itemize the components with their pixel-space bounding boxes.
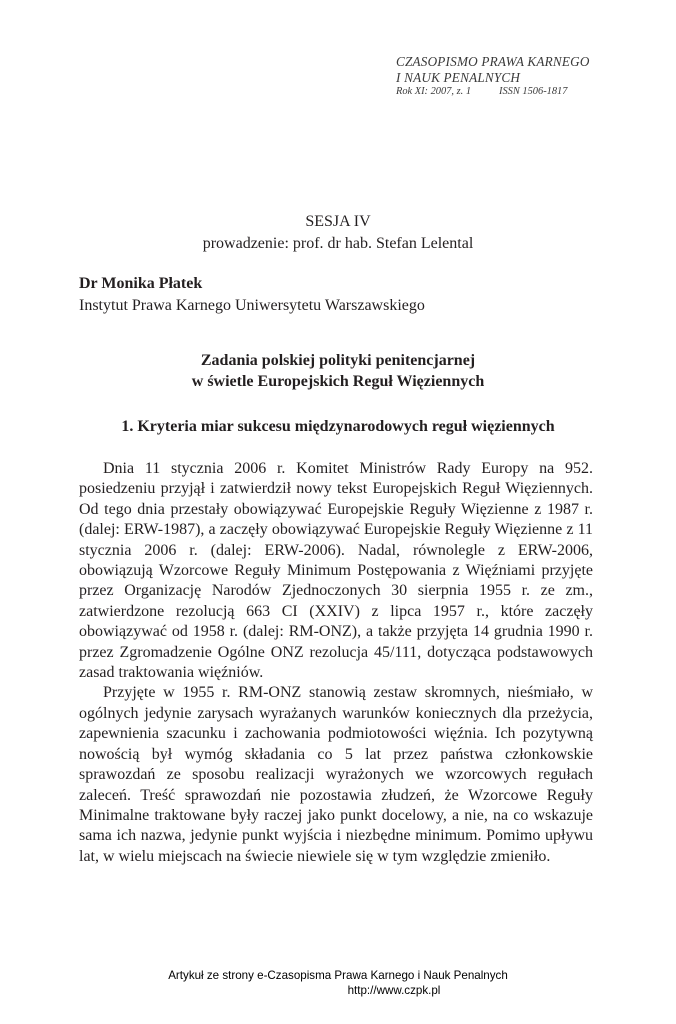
journal-header: [396, 54, 626, 99]
footer-url-link[interactable]: http://www.czpk.pl: [347, 984, 441, 997]
footer-source: Artykuł ze strony e-Czasopisma Prawa Karnego i Nauk Penalnych: [168, 969, 508, 982]
author-block: [79, 273, 425, 317]
section-heading: 1. Kryteria miar sukcesu międzynarodowych reguł więziennych: [121, 418, 555, 435]
article-title: [0, 350, 676, 392]
author-name: Dr Monika Płatek: [79, 275, 203, 292]
session-chair: prowadzenie: prof. dr hab. Stefan Lelental: [202, 235, 474, 252]
session-block: [0, 211, 676, 255]
article-body: [79, 459, 593, 867]
article-title-line2: w świetle Europejskich Reguł Więziennych: [191, 373, 485, 390]
paragraph: Dnia 11 stycznia 2006 r. Komitet Ministrów Rady Europy na 952. posiedzeniu przyjął i zatwierdził nowy tekst Europejskich Reguł Więziennych. Od tego dnia przestały obowiązywać Europejskie Reguły Więzienne z 1987 r. (dalej: ERW-1987), a zaczęły obowiązywać Europejskie Reguły Więzienne z 11 stycznia 2006 r. (dalej: ERW-2006). Nadal, równolegle z ERW-2006, obowiązują Wzorcowe Reguły Minimum Postępowania z Więźniami przyjęte przez Organizację Narodów Zjednoczonych 30 sierpnia 1955 r. ze zm., zatwierdzone rezolucją 663 CI (XXIV) z lipca 1957 r., które zaczęły obowiązywać od 1958 r. (dalej: RM-ONZ), a także przyjęta 14 grudnia 1990 r. przez Zgromadzenie Ogólne ONZ rezolucja 45/111, dotycząca podstawowych zasad traktowania więźniów.: [79, 460, 593, 682]
page-footer: [0, 968, 676, 998]
paragraph: Przyjęte w 1955 r. RM-ONZ stanowią zestaw skromnych, nieśmiało, w ogólnych jedynie zarysach wyrażanych warunków koniecznych dla przeżycia, zapewnienia szacunku i zachowania podmiotowości więźnia. Ich pozytywną nowością był wymóg składania co 5 lat przez państwa członkowskie sprawozdań ze sposobu realizacji wyrażonych we wzorcowych regułach zaleceń. Treść sprawozdań nie pozostawia złudzeń, że Wzorcowe Reguły Minimalne traktowane były raczej jako punkt docelowy, a nie, na co wskazuje sama ich nazwa, jedynie punkt wyjścia i niezbędne minimum. Pomimo upływu lat, w wielu miejscach na świecie niewiele się w tym względzie zmieniło.: [79, 684, 593, 865]
journal-title-line2: I NAUK PENALNYCH: [396, 69, 521, 85]
session-title: SESJA IV: [305, 213, 371, 230]
journal-year-issue: Rok XI: 2007, z. 1: [396, 86, 472, 97]
journal-meta: [396, 85, 626, 99]
journal-title-line1: CZASOPISMO PRAWA KARNEGO: [396, 54, 590, 69]
author-affiliation: Instytut Prawa Karnego Uniwersytetu Warszawskiego: [79, 297, 425, 314]
journal-issn: ISSN 1506-1817: [499, 86, 568, 97]
article-title-line1: Zadania polskiej polityki penitencjarnej: [200, 352, 476, 369]
